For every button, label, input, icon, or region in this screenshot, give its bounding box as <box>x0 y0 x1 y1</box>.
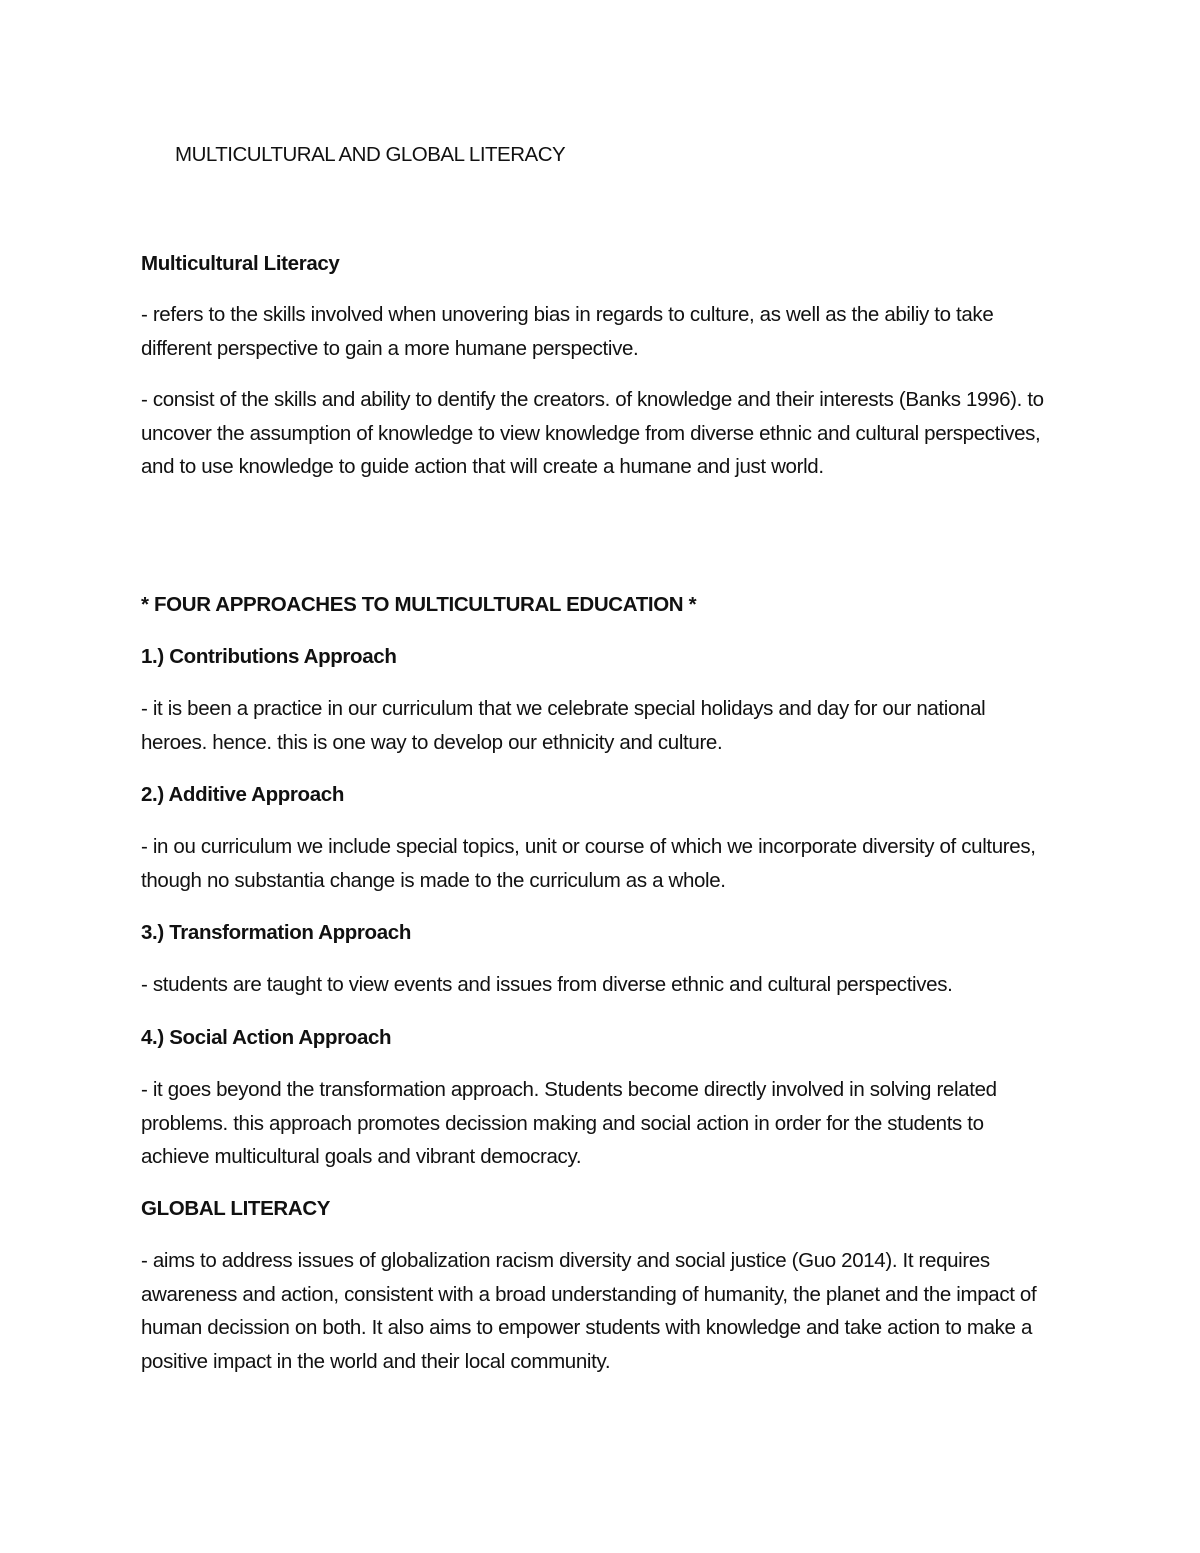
multicultural-literacy-paragraph-1: - refers to the skills involved when unovering bias in regards to culture, as well as the abiliy to take different perspective to gain a more humane perspective. <box>141 303 994 360</box>
approach-3-text: - students are taught to view events and issues from diverse ethnic and cultural perspectives. <box>141 973 953 996</box>
approach-1-text: - it is been a practice in our curriculum that we celebrate special holidays and day for our national heroes. hence. this is one way to develop our ethnicity and culture. <box>141 697 986 754</box>
approach-4-text: - it goes beyond the transformation approach. Students become directly involved in solving related problems. this approach promotes decission making and social action in order for the students to achieve multicultural goals and vibrant democracy. <box>141 1078 997 1168</box>
approach-3-heading: 3.) Transformation Approach <box>141 921 411 944</box>
approach-2-heading: 2.) Additive Approach <box>141 783 344 806</box>
approach-2-text: - in ou curriculum we include special topics, unit or course of which we incorporate diversity of cultures, though no substantia change is made to the curriculum as a whole. <box>141 835 1036 892</box>
document-title: MULTICULTURAL AND GLOBAL LITERACY <box>175 143 566 166</box>
global-literacy-paragraph: - aims to address issues of globalization racism diversity and social justice (Guo 2014). It requires awareness and action, consistent with a broad understanding of humanity, the planet and the impact of human decission on both. It also aims to empower students with knowledge and take action to make a positive impact in the world and their local community. <box>141 1249 1037 1373</box>
approaches-heading: * FOUR APPROACHES TO MULTICULTURAL EDUCATION * <box>141 593 697 616</box>
global-literacy-heading: GLOBAL LITERACY <box>141 1197 331 1220</box>
approach-4-heading: 4.) Social Action Approach <box>141 1026 392 1049</box>
approach-1-heading: 1.) Contributions Approach <box>141 645 397 668</box>
multicultural-literacy-heading: Multicultural Literacy <box>141 252 340 275</box>
multicultural-literacy-paragraph-2: - consist of the skills and ability to dentify the creators. of knowledge and their interests (Banks 1996). to uncover the assumption of knowledge to view knowledge from diverse ethnic and cultural perspectives, and to use knowledge to guide action that will create a humane and just world. <box>141 388 1044 478</box>
